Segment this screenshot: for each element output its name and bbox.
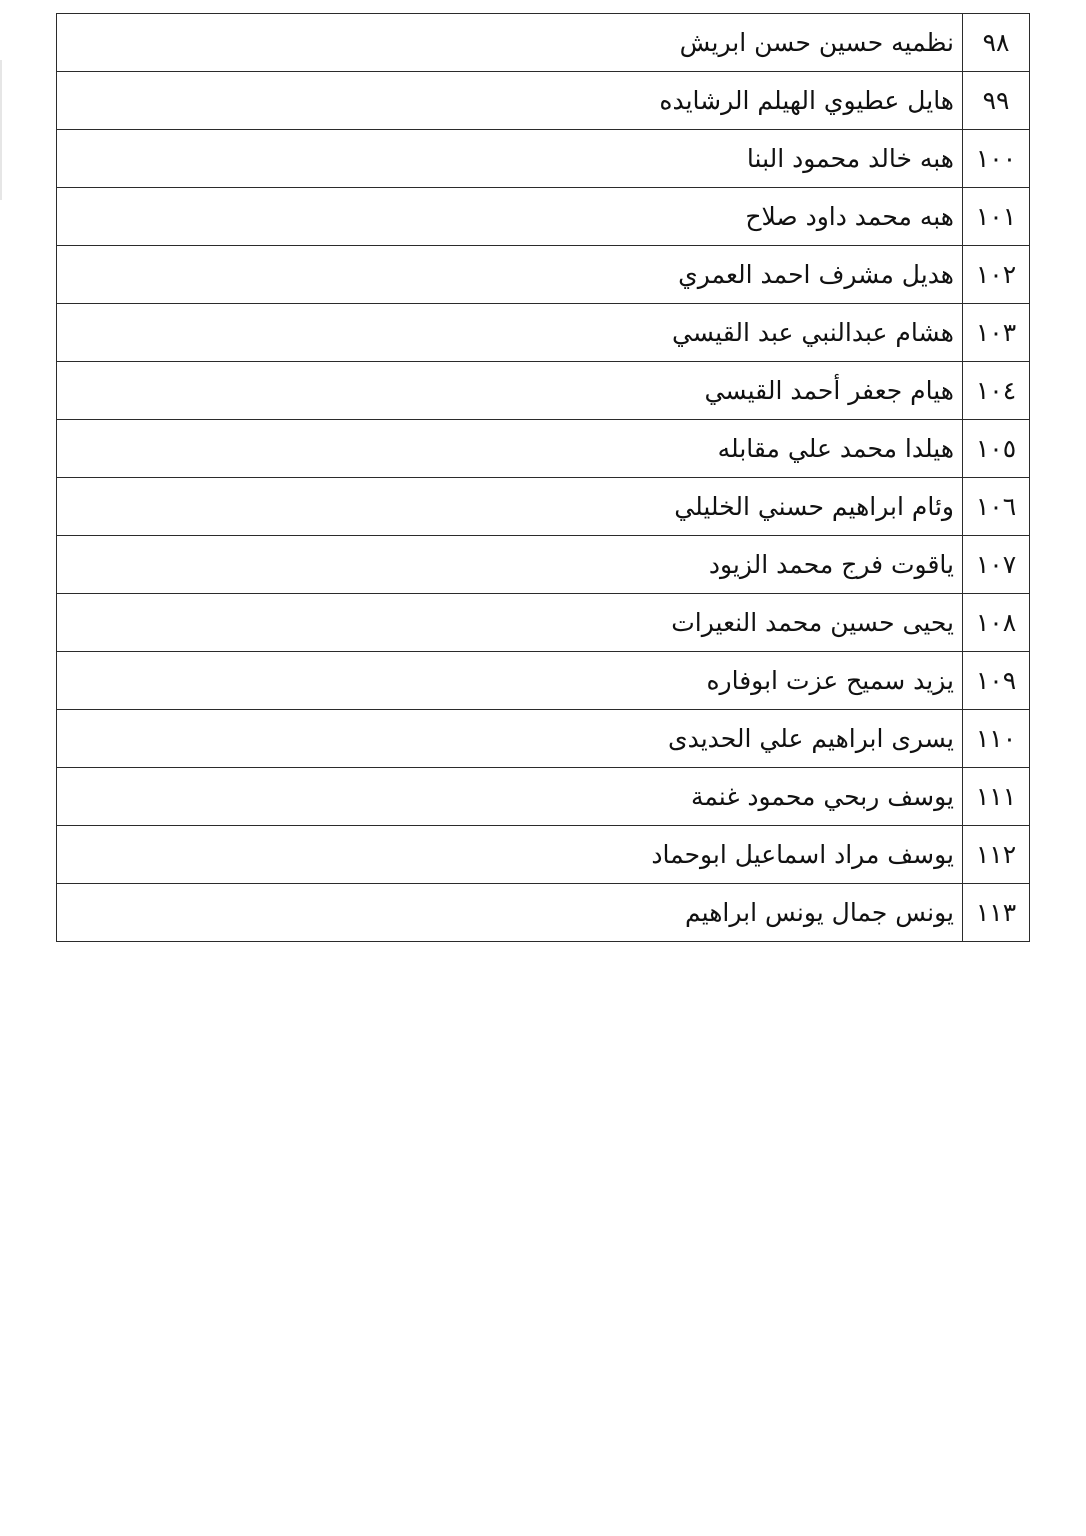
row-number: ١٠٦: [963, 478, 1030, 536]
row-number: ٩٨: [963, 14, 1030, 72]
row-number: ١١٣: [963, 884, 1030, 942]
table-row: [57, 304, 1030, 362]
row-number: ١٠٣: [963, 304, 1030, 362]
table-row: [57, 478, 1030, 536]
row-name: هيلدا محمد علي مقابله: [57, 420, 963, 478]
row-name: هبه محمد داود صلاح: [57, 188, 963, 246]
row-name: وئام ابراهيم حسني الخليلي: [57, 478, 963, 536]
row-number: ١٠٤: [963, 362, 1030, 420]
table-row: [57, 710, 1030, 768]
row-number: ١٠٧: [963, 536, 1030, 594]
row-name: هيام جعفر أحمد القيسي: [57, 362, 963, 420]
names-table: [56, 13, 1030, 942]
row-number: ٩٩: [963, 72, 1030, 130]
row-name: هشام عبدالنبي عبد القيسي: [57, 304, 963, 362]
row-name: هايل عطيوي الهيلم الرشايده: [57, 72, 963, 130]
table-row: [57, 826, 1030, 884]
row-number: ١٠٢: [963, 246, 1030, 304]
row-name: يحيى حسين محمد النعيرات: [57, 594, 963, 652]
row-name: هبه خالد محمود البنا: [57, 130, 963, 188]
row-name: ياقوت فرج محمد الزيود: [57, 536, 963, 594]
table-row: [57, 768, 1030, 826]
table-row: [57, 536, 1030, 594]
row-name: يزيد سميح عزت ابوفاره: [57, 652, 963, 710]
page-edge-shadow: [0, 60, 2, 200]
table-row: [57, 420, 1030, 478]
row-name: يوسف مراد اسماعيل ابوحماد: [57, 826, 963, 884]
table-row: [57, 884, 1030, 942]
table-row: [57, 652, 1030, 710]
row-name: هديل مشرف احمد العمري: [57, 246, 963, 304]
table-row: [57, 130, 1030, 188]
row-number: ١٠١: [963, 188, 1030, 246]
row-number: ١٠٨: [963, 594, 1030, 652]
row-number: ١١١: [963, 768, 1030, 826]
table-row: [57, 362, 1030, 420]
row-name: نظميه حسين حسن ابريش: [57, 14, 963, 72]
table-row: [57, 594, 1030, 652]
row-number: ١٠٠: [963, 130, 1030, 188]
row-name: يوسف ربحي محمود غنمة: [57, 768, 963, 826]
table-row: [57, 246, 1030, 304]
table-row: [57, 188, 1030, 246]
row-number: ١١٠: [963, 710, 1030, 768]
row-name: يونس جمال يونس ابراهيم: [57, 884, 963, 942]
row-number: ١٠٩: [963, 652, 1030, 710]
table-row: [57, 72, 1030, 130]
names-table-body: [57, 14, 1030, 942]
row-number: ١١٢: [963, 826, 1030, 884]
row-name: يسرى ابراهيم علي الحديدى: [57, 710, 963, 768]
row-number: ١٠٥: [963, 420, 1030, 478]
table-row: [57, 14, 1030, 72]
